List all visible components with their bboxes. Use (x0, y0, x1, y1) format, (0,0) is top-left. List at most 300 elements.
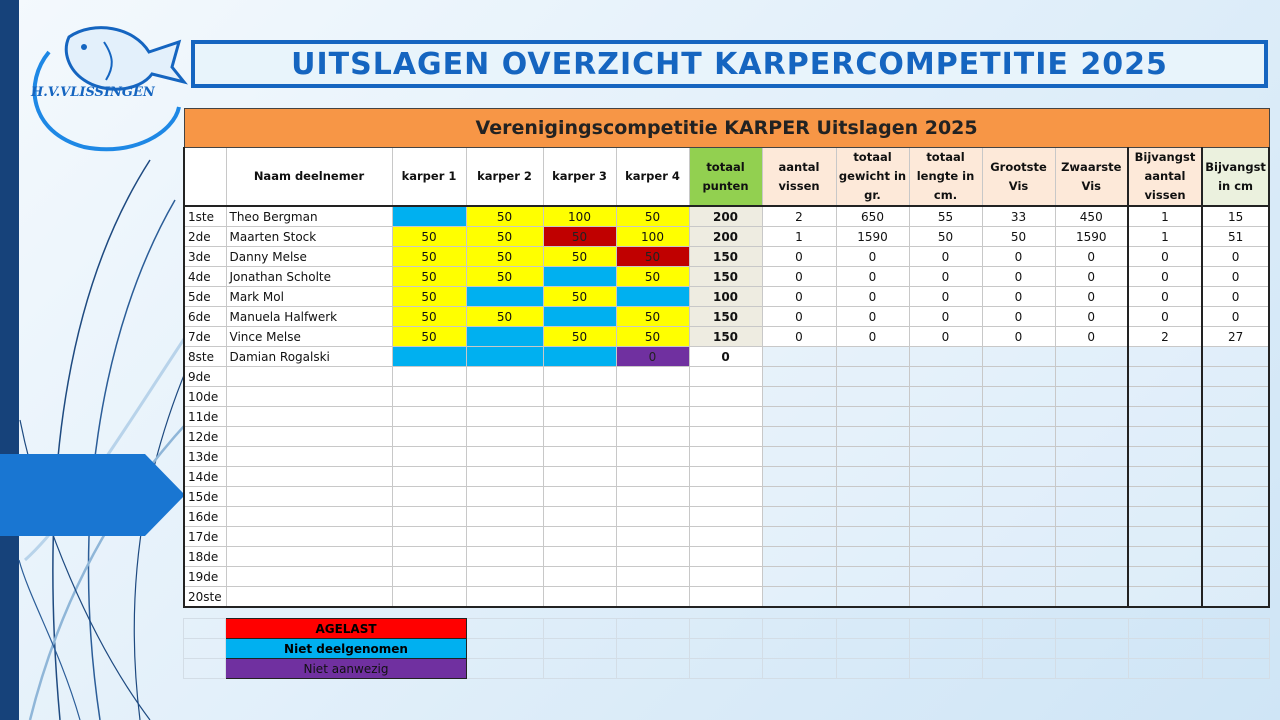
empty-cell (543, 567, 616, 587)
empty-cell (762, 487, 836, 507)
row-name: Manuela Halfwerk (226, 307, 392, 327)
empty-cell (184, 659, 226, 679)
empty-cell (392, 427, 466, 447)
row-rank: 5de (184, 287, 226, 307)
empty-cell (909, 567, 982, 587)
legend-item-red: AGELAST (226, 619, 467, 639)
empty-cell (1128, 547, 1202, 567)
legend-table (183, 618, 1270, 679)
empty-cell (836, 547, 909, 567)
empty-cell (836, 367, 909, 387)
empty-cell (226, 547, 392, 567)
empty-cell (616, 407, 689, 427)
karper-3-cell (543, 267, 616, 287)
column-header-karper-3: karper 3 (543, 148, 616, 207)
empty-cell (1056, 619, 1129, 639)
column-header-bijvangst-aantal: Bijvangst aantal vissen (1128, 148, 1202, 207)
empty-cell (837, 639, 910, 659)
empty-cell (762, 407, 836, 427)
bij-aantal-cell (1128, 347, 1202, 367)
empty-cell (689, 487, 762, 507)
karper-1-cell: 50 (392, 267, 466, 287)
empty-cell (982, 587, 1055, 608)
row-rank: 4de (184, 267, 226, 287)
empty-cell (1202, 387, 1269, 407)
empty-cell (1055, 467, 1128, 487)
empty-cell (1056, 659, 1129, 679)
empty-cell (1202, 487, 1269, 507)
empty-cell (616, 587, 689, 608)
table-row-empty (184, 547, 1269, 567)
karper-4-cell (616, 287, 689, 307)
empty-cell (836, 507, 909, 527)
empty-cell (982, 407, 1055, 427)
row-rank: 14de (184, 467, 226, 487)
table-row (184, 247, 1269, 267)
empty-cell (392, 527, 466, 547)
aantal-cell: 0 (762, 287, 836, 307)
empty-cell (1055, 367, 1128, 387)
empty-cell (1202, 587, 1269, 608)
empty-cell (1128, 427, 1202, 447)
empty-cell (392, 487, 466, 507)
empty-cell (982, 527, 1055, 547)
bij-cm-cell: 0 (1202, 247, 1269, 267)
bij-aantal-cell: 0 (1128, 287, 1202, 307)
zwaarste-cell (1055, 347, 1128, 367)
grootste-cell: 33 (982, 206, 1055, 227)
empty-cell (837, 659, 910, 679)
zwaarste-cell: 0 (1055, 247, 1128, 267)
empty-cell (690, 639, 763, 659)
empty-cell (690, 659, 763, 679)
empty-cell (762, 467, 836, 487)
empty-cell (184, 639, 226, 659)
empty-cell (226, 587, 392, 608)
empty-cell (466, 467, 543, 487)
empty-cell (466, 507, 543, 527)
empty-cell (1128, 467, 1202, 487)
row-name: Danny Melse (226, 247, 392, 267)
totaal-punten-cell: 150 (689, 247, 762, 267)
empty-cell (983, 639, 1056, 659)
empty-cell (689, 467, 762, 487)
karper-4-cell: 50 (616, 247, 689, 267)
empty-cell (466, 427, 543, 447)
empty-cell (226, 507, 392, 527)
row-rank: 6de (184, 307, 226, 327)
table-row (184, 327, 1269, 347)
empty-cell (1128, 447, 1202, 467)
empty-cell (1055, 547, 1128, 567)
empty-cell (467, 619, 544, 639)
empty-cell (689, 507, 762, 527)
empty-cell (836, 387, 909, 407)
empty-cell (1202, 547, 1269, 567)
empty-cell (762, 447, 836, 467)
empty-cell (1055, 507, 1128, 527)
empty-cell (1055, 567, 1128, 587)
empty-cell (466, 567, 543, 587)
totaal-punten-cell: 150 (689, 307, 762, 327)
empty-cell (392, 507, 466, 527)
empty-cell (909, 407, 982, 427)
empty-cell (616, 527, 689, 547)
empty-cell (909, 467, 982, 487)
empty-cell (983, 659, 1056, 679)
row-rank: 17de (184, 527, 226, 547)
club-logo-text: H.V.VLISSINGEN (31, 85, 155, 100)
empty-cell (616, 547, 689, 567)
empty-cell (1202, 567, 1269, 587)
table-row-empty (184, 387, 1269, 407)
column-header-zwaarste-vis: Zwaarste Vis (1055, 148, 1128, 207)
empty-cell (616, 427, 689, 447)
karper-3-cell (543, 307, 616, 327)
row-rank: 13de (184, 447, 226, 467)
lengte-cell (909, 347, 982, 367)
table-row (184, 206, 1269, 227)
karper-2-cell: 50 (466, 206, 543, 227)
empty-cell (982, 467, 1055, 487)
row-name: Mark Mol (226, 287, 392, 307)
fish-icon (66, 28, 184, 90)
empty-cell (909, 507, 982, 527)
empty-cell (909, 447, 982, 467)
side-arrow-shape (0, 454, 185, 536)
karper-1-cell: 50 (392, 327, 466, 347)
empty-cell (763, 619, 837, 639)
row-rank: 2de (184, 227, 226, 247)
karper-3-cell: 100 (543, 206, 616, 227)
karper-4-cell: 50 (616, 327, 689, 347)
karper-3-cell: 50 (543, 247, 616, 267)
empty-cell (836, 567, 909, 587)
empty-cell (1055, 387, 1128, 407)
empty-cell (910, 659, 983, 679)
empty-cell (762, 587, 836, 608)
lengte-cell: 0 (909, 267, 982, 287)
column-header-totaal-lengte: totaal lengte in cm. (909, 148, 982, 207)
empty-cell (690, 619, 763, 639)
empty-cell (616, 387, 689, 407)
row-rank: 3de (184, 247, 226, 267)
empty-cell (392, 547, 466, 567)
empty-cell (909, 587, 982, 608)
gewicht-cell (836, 347, 909, 367)
bij-aantal-cell: 2 (1128, 327, 1202, 347)
aantal-cell: 0 (762, 247, 836, 267)
empty-cell (909, 547, 982, 567)
table-row-empty (184, 447, 1269, 467)
empty-cell (689, 367, 762, 387)
bij-cm-cell: 15 (1202, 206, 1269, 227)
aantal-cell: 1 (762, 227, 836, 247)
legend-row (184, 659, 1270, 679)
karper-2-cell (466, 327, 543, 347)
empty-cell (1129, 659, 1203, 679)
empty-cell (982, 547, 1055, 567)
empty-cell (836, 487, 909, 507)
empty-cell (1202, 367, 1269, 387)
empty-cell (392, 387, 466, 407)
karper-4-cell: 50 (616, 206, 689, 227)
grootste-cell: 0 (982, 287, 1055, 307)
bij-cm-cell: 51 (1202, 227, 1269, 247)
aantal-cell: 2 (762, 206, 836, 227)
empty-cell (689, 567, 762, 587)
table-row-empty (184, 587, 1269, 608)
empty-cell (467, 659, 544, 679)
empty-cell (226, 447, 392, 467)
empty-cell (226, 527, 392, 547)
empty-cell (689, 547, 762, 567)
empty-cell (1056, 639, 1129, 659)
row-rank: 12de (184, 427, 226, 447)
empty-cell (616, 447, 689, 467)
column-header-karper-2: karper 2 (466, 148, 543, 207)
empty-cell (762, 567, 836, 587)
empty-cell (1202, 447, 1269, 467)
karper-3-cell: 50 (543, 287, 616, 307)
row-rank: 1ste (184, 206, 226, 227)
zwaarste-cell: 0 (1055, 307, 1128, 327)
bij-aantal-cell: 1 (1128, 206, 1202, 227)
lengte-cell: 0 (909, 247, 982, 267)
empty-cell (226, 387, 392, 407)
row-rank: 19de (184, 567, 226, 587)
table-header: Verenigingscompetitie KARPER Uitslagen 2025 (184, 109, 1269, 148)
karper-4-cell: 100 (616, 227, 689, 247)
empty-cell (543, 487, 616, 507)
empty-cell (837, 619, 910, 639)
empty-cell (543, 407, 616, 427)
empty-cell (982, 387, 1055, 407)
gewicht-cell: 1590 (836, 227, 909, 247)
empty-cell (909, 527, 982, 547)
bij-cm-cell: 0 (1202, 287, 1269, 307)
lengte-cell: 0 (909, 307, 982, 327)
legend-row (184, 619, 1270, 639)
empty-cell (762, 427, 836, 447)
empty-cell (836, 467, 909, 487)
page-title: UITSLAGEN OVERZICHT KARPERCOMPETITIE 2025 (291, 46, 1168, 82)
bij-cm-cell: 0 (1202, 267, 1269, 287)
empty-cell (1129, 639, 1203, 659)
totaal-punten-cell: 150 (689, 267, 762, 287)
empty-cell (982, 447, 1055, 467)
legend-item-blue: Niet deelgenomen (226, 639, 467, 659)
empty-cell (226, 467, 392, 487)
empty-cell (689, 527, 762, 547)
row-rank: 18de (184, 547, 226, 567)
totaal-punten-cell: 100 (689, 287, 762, 307)
column-header-aantal-vissen: aantal vissen (762, 148, 836, 207)
aantal-cell: 0 (762, 307, 836, 327)
zwaarste-cell: 0 (1055, 267, 1128, 287)
karper-4-cell: 0 (616, 347, 689, 367)
gewicht-cell: 0 (836, 267, 909, 287)
grootste-cell: 0 (982, 307, 1055, 327)
empty-cell (1055, 407, 1128, 427)
empty-cell (543, 507, 616, 527)
empty-cell (543, 387, 616, 407)
gewicht-cell: 0 (836, 247, 909, 267)
table-row (184, 287, 1269, 307)
empty-cell (1128, 527, 1202, 547)
empty-cell (616, 507, 689, 527)
empty-cell (1202, 507, 1269, 527)
karper-4-cell: 50 (616, 267, 689, 287)
grootste-cell: 0 (982, 247, 1055, 267)
karper-1-cell: 50 (392, 247, 466, 267)
empty-cell (226, 487, 392, 507)
bij-cm-cell: 0 (1202, 307, 1269, 327)
empty-cell (226, 427, 392, 447)
table-row (184, 347, 1269, 367)
table-row-empty (184, 567, 1269, 587)
totaal-punten-cell: 200 (689, 227, 762, 247)
empty-cell (1203, 639, 1270, 659)
empty-cell (909, 487, 982, 507)
karper-1-cell (392, 347, 466, 367)
gewicht-cell: 650 (836, 206, 909, 227)
empty-cell (1128, 487, 1202, 507)
results-table (183, 108, 1270, 608)
table-row-empty (184, 427, 1269, 447)
empty-cell (226, 567, 392, 587)
karper-1-cell: 50 (392, 227, 466, 247)
gewicht-cell: 0 (836, 307, 909, 327)
empty-cell (762, 547, 836, 567)
empty-cell (544, 619, 617, 639)
column-header-rank (184, 148, 226, 207)
empty-cell (392, 467, 466, 487)
bij-cm-cell: 27 (1202, 327, 1269, 347)
empty-cell (836, 447, 909, 467)
row-rank: 7de (184, 327, 226, 347)
row-rank: 8ste (184, 347, 226, 367)
column-header-grootste-vis: Grootste Vis (982, 148, 1055, 207)
row-rank: 15de (184, 487, 226, 507)
row-name: Maarten Stock (226, 227, 392, 247)
bij-cm-cell (1202, 347, 1269, 367)
empty-cell (762, 387, 836, 407)
empty-cell (616, 367, 689, 387)
empty-cell (1055, 427, 1128, 447)
table-row-empty (184, 507, 1269, 527)
empty-cell (689, 447, 762, 467)
empty-cell (392, 447, 466, 467)
bij-aantal-cell: 0 (1128, 267, 1202, 287)
karper-4-cell: 50 (616, 307, 689, 327)
empty-cell (909, 387, 982, 407)
row-name: Vince Melse (226, 327, 392, 347)
karper-3-cell (543, 347, 616, 367)
karper-2-cell: 50 (466, 267, 543, 287)
row-rank: 11de (184, 407, 226, 427)
legend-item-purple: Niet aanwezig (226, 659, 467, 679)
table-row (184, 227, 1269, 247)
empty-cell (616, 467, 689, 487)
karper-1-cell: 50 (392, 307, 466, 327)
table-row-empty (184, 487, 1269, 507)
empty-cell (226, 407, 392, 427)
lengte-cell: 50 (909, 227, 982, 247)
empty-cell (1202, 407, 1269, 427)
empty-cell (689, 587, 762, 608)
empty-cell (466, 407, 543, 427)
totaal-punten-cell: 200 (689, 206, 762, 227)
empty-cell (466, 367, 543, 387)
column-header-bijvangst-cm: Bijvangst in cm (1202, 148, 1269, 207)
empty-cell (543, 587, 616, 608)
empty-cell (1128, 587, 1202, 608)
empty-cell (1202, 467, 1269, 487)
table-row (184, 267, 1269, 287)
row-rank: 16de (184, 507, 226, 527)
empty-cell (1128, 507, 1202, 527)
grootste-cell (982, 347, 1055, 367)
karper-1-cell (392, 206, 466, 227)
empty-cell (1202, 527, 1269, 547)
empty-cell (762, 527, 836, 547)
empty-cell (467, 639, 544, 659)
lengte-cell: 55 (909, 206, 982, 227)
empty-cell (616, 567, 689, 587)
grootste-cell: 0 (982, 327, 1055, 347)
karper-3-cell: 50 (543, 327, 616, 347)
table-row-empty (184, 467, 1269, 487)
empty-cell (543, 527, 616, 547)
zwaarste-cell: 450 (1055, 206, 1128, 227)
row-name: Theo Bergman (226, 206, 392, 227)
bij-aantal-cell: 0 (1128, 247, 1202, 267)
page-title-box (191, 40, 1268, 88)
empty-cell (762, 507, 836, 527)
column-header-totaal-punten: totaal punten (689, 148, 762, 207)
empty-cell (982, 567, 1055, 587)
empty-cell (836, 407, 909, 427)
empty-cell (910, 619, 983, 639)
empty-cell (543, 467, 616, 487)
empty-cell (689, 387, 762, 407)
empty-cell (543, 547, 616, 567)
empty-cell (982, 507, 1055, 527)
row-rank: 9de (184, 367, 226, 387)
empty-cell (392, 367, 466, 387)
empty-cell (1128, 407, 1202, 427)
empty-cell (982, 487, 1055, 507)
lengte-cell: 0 (909, 287, 982, 307)
bij-aantal-cell: 1 (1128, 227, 1202, 247)
totaal-punten-cell: 0 (689, 347, 762, 367)
empty-cell (836, 527, 909, 547)
empty-cell (466, 387, 543, 407)
karper-2-cell: 50 (466, 307, 543, 327)
empty-cell (392, 567, 466, 587)
empty-cell (184, 619, 226, 639)
empty-cell (1202, 427, 1269, 447)
table-row (184, 307, 1269, 327)
karper-2-cell: 50 (466, 227, 543, 247)
empty-cell (466, 527, 543, 547)
aantal-cell: 0 (762, 267, 836, 287)
bij-aantal-cell: 0 (1128, 307, 1202, 327)
lengte-cell: 0 (909, 327, 982, 347)
zwaarste-cell: 1590 (1055, 227, 1128, 247)
table-row-empty (184, 527, 1269, 547)
